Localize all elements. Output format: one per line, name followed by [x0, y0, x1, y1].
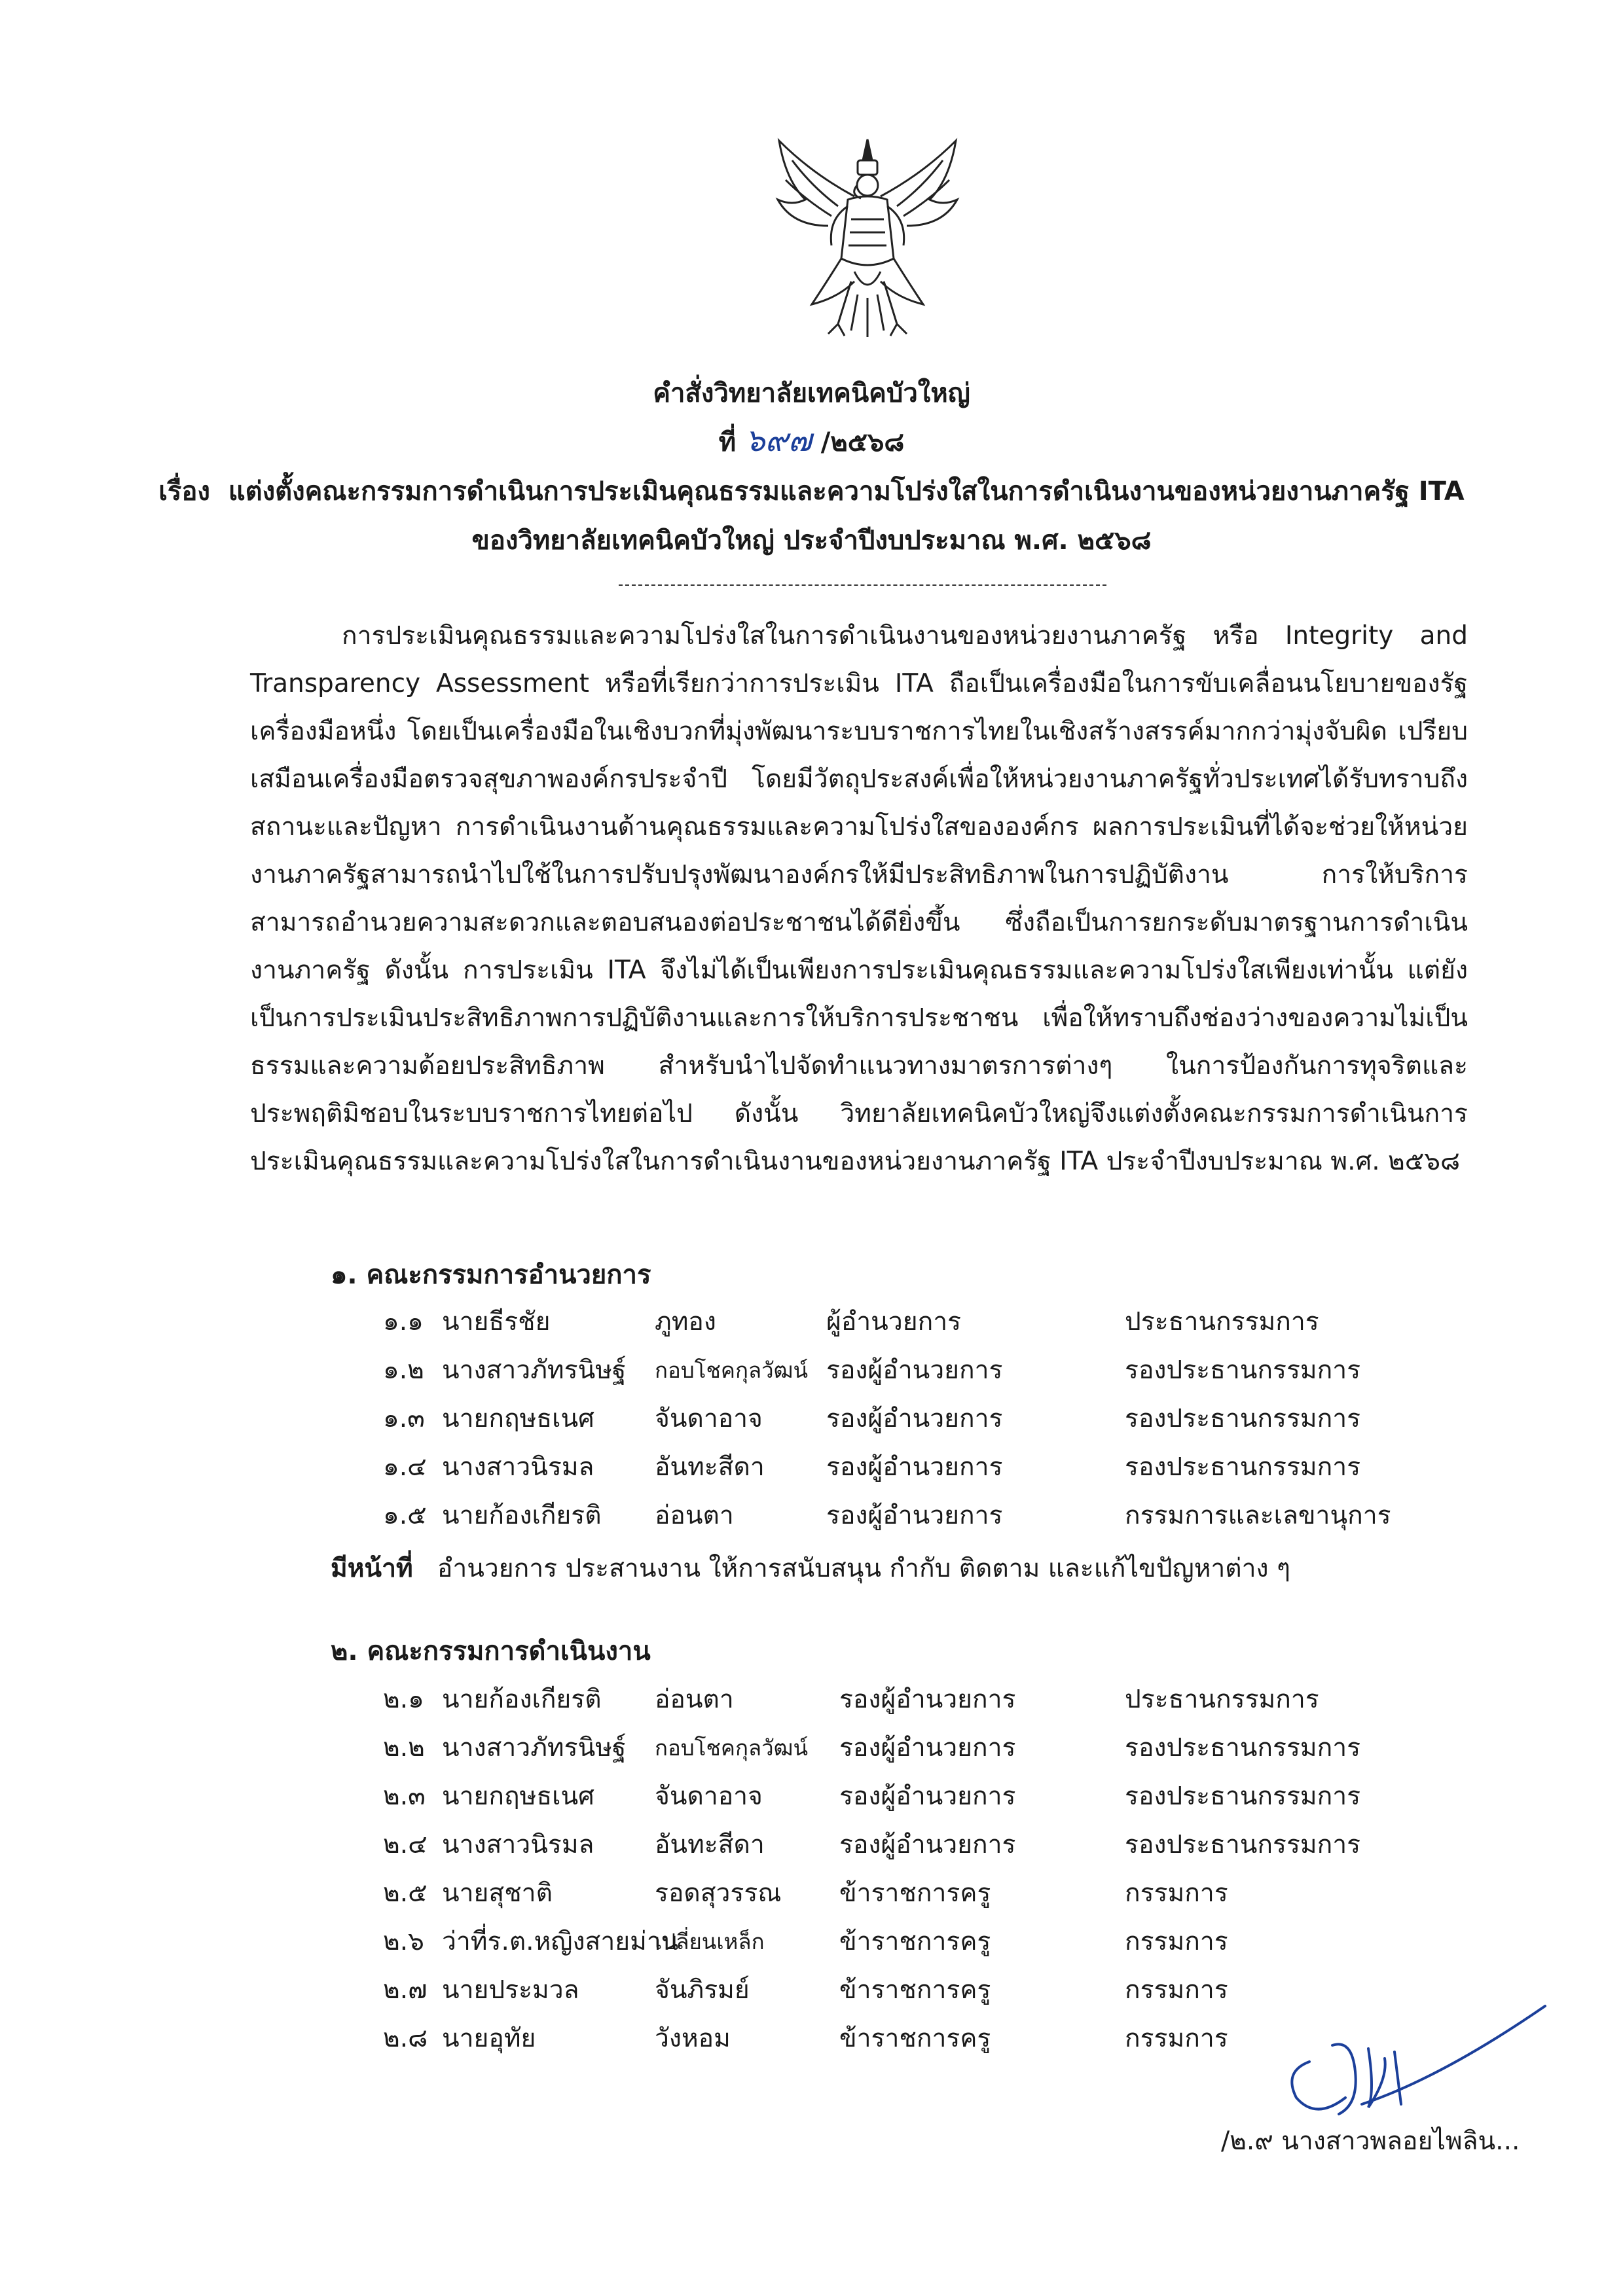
member-surname: กอบโชคกุลวัฒน์ — [655, 1357, 809, 1383]
member-name: นายสุชาติ — [442, 1878, 553, 1908]
member-name: นางสาวภัทรนิษฐ์ — [442, 1355, 627, 1385]
order-number-handwritten: ๖๙๗ — [745, 422, 812, 459]
member-position: ข้าราชการครู — [839, 1927, 991, 1956]
body-text — [250, 612, 1468, 1185]
member-number: ๒.๗ — [383, 1975, 428, 2005]
member-surname: อ่อนตา — [655, 1501, 734, 1530]
member-position: รองผู้อำนวยการ — [839, 1733, 1016, 1763]
order-number-line — [0, 416, 1623, 465]
member-role: กรรมการ — [1125, 2024, 1228, 2053]
section1-duty — [331, 1548, 1290, 1588]
order-number-year: /๒๕๖๘ — [820, 427, 905, 457]
member-name: ว่าที่ร.ต.หญิงสายม่าน — [442, 1927, 679, 1956]
member-number: ๒.๑ — [383, 1685, 424, 1714]
header-divider — [619, 584, 1106, 586]
section1-heading: ๑. คณะกรรมการอำนวยการ — [331, 1260, 651, 1290]
member-number: ๑.๑ — [383, 1307, 424, 1336]
member-role: กรรมการ — [1125, 1975, 1228, 2005]
member-number: ๑.๔ — [383, 1452, 427, 1482]
member-surname: อ่อนตา — [655, 1685, 734, 1714]
member-name: นายก้องเกียรติ — [442, 1501, 602, 1530]
member-position: ข้าราชการครู — [839, 2024, 991, 2053]
member-surname: จันภิรมย์ — [655, 1975, 750, 2005]
member-name: นางสาวนิรมล — [442, 1830, 594, 1859]
member-role: รองประธานกรรมการ — [1125, 1404, 1361, 1433]
member-position: รองผู้อำนวยการ — [839, 1830, 1016, 1859]
member-position: รองผู้อำนวยการ — [839, 1782, 1016, 1811]
member-number: ๒.๘ — [383, 2024, 428, 2053]
member-number: ๒.๒ — [383, 1733, 425, 1763]
order-title: คำสั่งวิทยาลัยเทคนิคบัวใหญ่ — [653, 378, 970, 408]
member-position: ข้าราชการครู — [839, 1878, 991, 1908]
member-position: รองผู้อำนวยการ — [826, 1452, 1003, 1482]
member-role: กรรมการ — [1125, 1878, 1228, 1908]
order-number-prefix: ที่ — [718, 427, 737, 457]
member-position: ผู้อำนวยการ — [826, 1307, 962, 1336]
member-name: นายธีรชัย — [442, 1307, 551, 1336]
member-position: ข้าราชการครู — [839, 1975, 991, 2005]
garuda-emblem-icon — [766, 134, 969, 344]
member-role: ประธานกรรมการ — [1125, 1685, 1319, 1714]
signature-handwritten — [1270, 2000, 1565, 2124]
member-number: ๒.๕ — [383, 1878, 428, 1908]
member-role: รองประธานกรรมการ — [1125, 1782, 1361, 1811]
member-role: รองประธานกรรมการ — [1125, 1830, 1361, 1859]
member-surname: กอบโชคกุลวัฒน์ — [655, 1735, 809, 1761]
member-number: ๑.๕ — [383, 1501, 427, 1530]
member-number: ๒.๔ — [383, 1830, 428, 1859]
member-role: กรรมการ — [1125, 1927, 1228, 1956]
subject-label: เรื่อง — [158, 476, 210, 507]
member-surname: วังหอม — [655, 2024, 731, 2053]
member-surname: รอดสุวรรณ — [655, 1878, 782, 1908]
member-surname: อันทะสีดา — [655, 1452, 765, 1482]
member-name: นายประมวล — [442, 1975, 579, 2005]
member-role: รองประธานกรรมการ — [1125, 1355, 1361, 1385]
body-paragraph: การประเมินคุณธรรมและความโปร่งใสในการดำเนินงานของหน่วยงานภาครัฐ หรือ Integrity and Transparency Assessment หรือที่เรียกว่าการประเมิน ITA ถือเป็นเครื่องมือในการขับเคลื่อนนโยบายของรัฐเครื่องมือหนึ่ง โดยเป็นเครื่องมือในเชิงบวกที่มุ่งพัฒนาระบบราชการไทยในเชิงสร้างสรรค์มากกว่ามุ่งจับผิด เปรียบเสมือนเครื่องมือตรวจสุขภาพองค์กรประจำปี โดยมีวัตถุประสงค์เพื่อให้หน่วยงานภาครัฐทั่วประเทศได้รับทราบถึงสถานะและปัญหา การดำเนินงานด้านคุณธรรมและความโปร่งใสขององค์กร ผลการประเมินที่ได้จะช่วยให้หน่วยงานภาครัฐสามารถนำไปใช้ในการปรับปรุงพัฒนาองค์กรให้มีประสิทธิภาพในการปฏิบัติงาน การให้บริการ สามารถอำนวยความสะดวกและตอบสนองต่อประชาชนได้ดียิ่งขึ้น ซึ่งถือเป็นการยกระดับมาตรฐานการดำเนินงานภาครัฐ ดังนั้น การประเมิน ITA จึงไม่ได้เป็นเพียงการประเมินคุณธรรมและความโปร่งใสเพียงเท่านั้น แต่ยังเป็นการประเมินประสิทธิภาพการปฏิบัติงานและการให้บริการประชาชน เพื่อให้ทราบถึงช่องว่างของความไม่เป็นธรรมและความด้อยประสิทธิภาพ สำหรับนำไปจัดทำแนวทางมาตรการต่างๆ ในการป้องกันการทุจริตและประพฤติมิชอบในระบบราชการไทยต่อไป ดังนั้น วิทยาลัยเทคนิคบัวใหญ่จึงแต่งตั้งคณะกรรมการดำเนินการประเมินคุณธรรมและความโปร่งใสในการดำเนินงานของหน่วยงานภาครัฐ ITA ประจำปีงบประมาณ พ.ศ. ๒๕๖๘ — [250, 621, 1468, 1176]
member-number: ๑.๒ — [383, 1355, 424, 1385]
member-name: นายก้องเกียรติ — [442, 1685, 602, 1714]
member-position: รองผู้อำนวยการ — [839, 1685, 1016, 1714]
member-role: กรรมการและเลขานุการ — [1125, 1501, 1391, 1530]
next-page-reference: /๒.๙ นางสาวพลอยไพลิน... — [1221, 2126, 1520, 2156]
duty-label: มีหน้าที่ — [331, 1554, 413, 1583]
member-name: นายอุทัย — [442, 2024, 536, 2053]
member-surname: จันดาอาจ — [655, 1782, 763, 1811]
member-position: รองผู้อำนวยการ — [826, 1501, 1003, 1530]
member-name: นางสาวภัทรนิษฐ์ — [442, 1733, 627, 1763]
member-name: นายกฤษธเนศ — [442, 1782, 594, 1811]
member-number: ๒.๖ — [383, 1927, 424, 1956]
duty-text: อำนวยการ ประสานงาน ให้การสนับสนุน กำกับ ติดตาม และแก้ไขปัญหาต่าง ๆ — [437, 1554, 1290, 1583]
member-surname: จันดาอาจ — [655, 1404, 763, 1433]
member-surname: ภูทอง — [655, 1307, 716, 1336]
subject-line-1 — [0, 470, 1623, 512]
member-role: รองประธานกรรมการ — [1125, 1452, 1361, 1482]
member-position: รองผู้อำนวยการ — [826, 1355, 1003, 1385]
member-position: รองผู้อำนวยการ — [826, 1404, 1003, 1433]
member-number: ๒.๓ — [383, 1782, 426, 1811]
subject-line-2: ของวิทยาลัยเทคนิคบัวใหญ่ ประจำปีงบประมาณ พ.ศ. ๒๕๖๘ — [471, 526, 1152, 556]
member-role: รองประธานกรรมการ — [1125, 1733, 1361, 1763]
member-role: ประธานกรรมการ — [1125, 1307, 1319, 1336]
member-name: นางสาวนิรมล — [442, 1452, 594, 1482]
member-name: นายกฤษธเนศ — [442, 1404, 594, 1433]
member-number: ๑.๓ — [383, 1404, 425, 1433]
member-surname: เปลี่ยนเหล็ก — [655, 1929, 765, 1954]
section2-heading: ๒. คณะกรรมการดำเนินงาน — [331, 1636, 651, 1666]
subject-text-1: แต่งตั้งคณะกรรมการดำเนินการประเมินคุณธรรมและความโปร่งใสในการดำเนินงานของหน่วยงานภาครัฐ ITA — [228, 476, 1465, 507]
member-surname: อันทะสีดา — [655, 1830, 765, 1859]
